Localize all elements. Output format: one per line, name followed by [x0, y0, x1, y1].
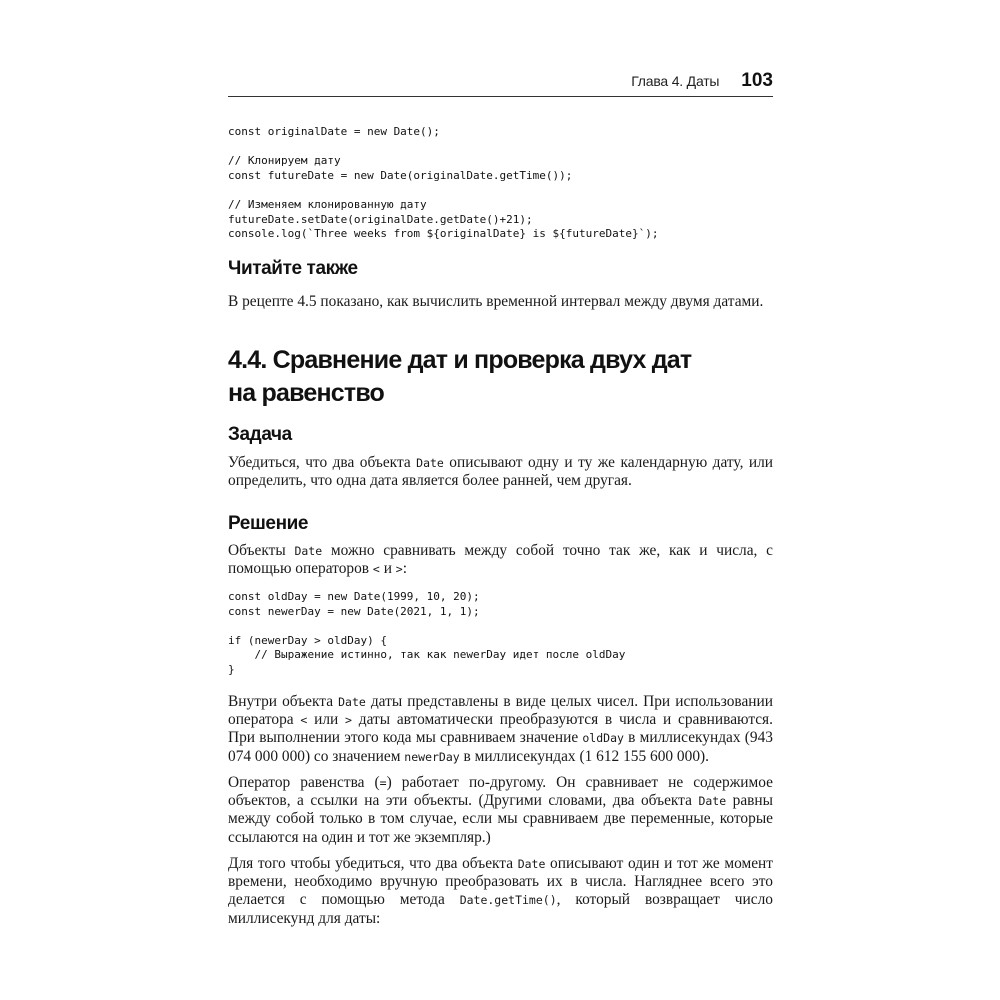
paragraph-date-internals: Внутри объекта Date даты представлены в виде целых чисел. При использовании оператора < или > даты автоматически преобразуются в числа и сравниваются. При выполнении этого кода мы сравниваем значение oldDay в миллисекундах (943 074 000 000) со значением newerDay в миллисекундах (1 612 155 600 000).: [228, 693, 773, 765]
code-line: console.log(`Three weeks from ${originalDate} is ${futureDate}`);: [228, 227, 659, 241]
code-line: [228, 140, 658, 155]
inline-code: <: [300, 713, 308, 728]
code-line: if (newerDay > oldDay) {: [228, 633, 387, 647]
section-title-line2: на равенство: [228, 379, 385, 407]
code-line: [228, 183, 658, 198]
see-also-heading: Читайте также: [228, 258, 358, 279]
running-head: [228, 66, 773, 96]
solution-heading: Решение: [228, 513, 309, 534]
code-block-clone-date: [228, 125, 658, 242]
inline-code: newerDay: [404, 749, 460, 764]
inline-code: oldDay: [582, 731, 624, 746]
section-title: [228, 344, 773, 410]
inline-code: Date: [338, 695, 366, 709]
task-heading: Задача: [228, 424, 292, 445]
code-line: const newerDay = new Date(2021, 1, 1);: [228, 604, 480, 618]
inline-code: >: [345, 713, 352, 728]
inline-code: =: [379, 776, 387, 790]
inline-code: Date: [698, 794, 727, 809]
inline-code: <: [372, 562, 380, 577]
paragraph-equality-operator: Оператор равенства (=) работает по-другому. Он сравнивает не содержимое объектов, а ссылки на эти объекты. (Другими словами, два объекта Date равны между собой только в том случае, если мы сравниваем две переменные, которые ссылаются на один и тот же экземпляр.): [228, 774, 774, 846]
inline-code: >: [395, 562, 403, 577]
chapter-title: Глава 4. Даты: [631, 73, 720, 89]
code-line: // Выражение истинно, так как newerDay идет после oldDay: [228, 648, 626, 662]
code-line: const futureDate = new Date(originalDate.getTime());: [228, 168, 573, 182]
see-also-text: В рецепте 4.5 показано, как вычислить временной интервал между двумя датами.: [228, 293, 764, 310]
inline-code: Date: [517, 857, 546, 871]
inline-code: Date: [294, 544, 323, 558]
code-line: const originalDate = new Date();: [228, 125, 440, 138]
inline-code: Date: [416, 456, 444, 470]
header-rule: [228, 96, 773, 97]
inline-code: Date.getTime(): [459, 893, 557, 908]
task-text: Убедиться, что два объекта Date описывают одну и ту же календарную дату, или определить, что одна дата является более ранней, чем другая.: [228, 454, 774, 490]
code-line: [228, 619, 625, 634]
section-title-line1: 4.4. Сравнение дат и проверка двух дат: [228, 346, 692, 374]
code-block-compare-dates: [228, 590, 625, 678]
code-line: // Клонируем дату: [228, 154, 341, 168]
code-line: futureDate.setDate(originalDate.getDate()+21);: [228, 212, 533, 226]
code-line: // Изменяем клонированную дату: [228, 197, 427, 211]
code-line: const oldDay = new Date(1999, 10, 20);: [228, 590, 480, 603]
page-number: 103: [741, 70, 773, 91]
code-line: }: [228, 662, 235, 676]
paragraph-gettime: Для того чтобы убедиться, что два объекта Date описывают один и тот же момент времени, необходимо вручную преобразовать их в числа. Нагляднее всего это делается с помощью метода Date.getTime(), который возвращает число миллисекунд для даты:: [228, 855, 773, 927]
solution-text: Объекты Date можно сравнивать между собой точно так же, как и числа, с помощью операторов < и >:: [228, 542, 773, 578]
